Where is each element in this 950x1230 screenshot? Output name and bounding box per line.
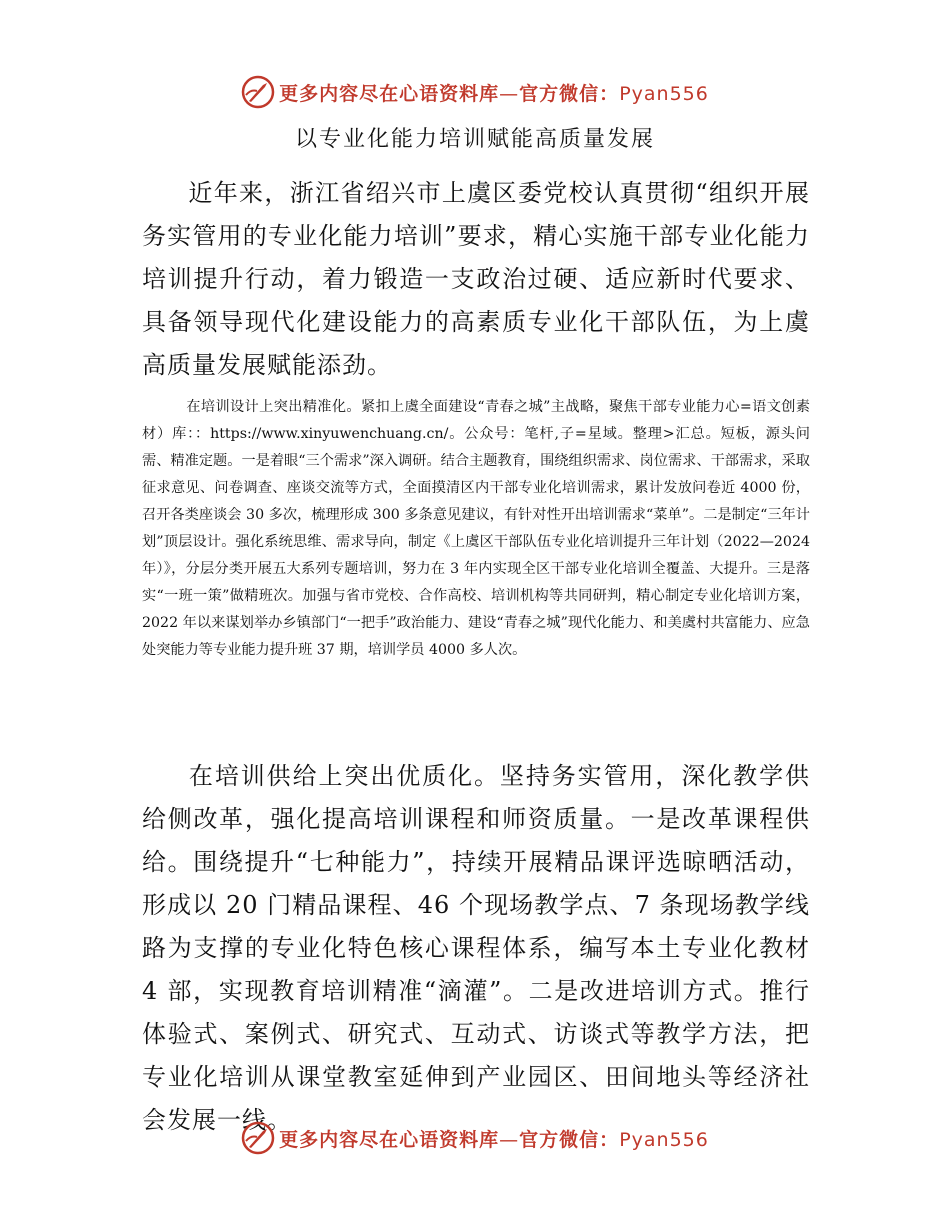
- watermark-text: [279, 79, 709, 106]
- paragraph-intro-text: 近年来，浙江省绍兴市上虞区委党校认真贯彻“组织开展务实管用的专业化能力培训”要求，精心实施干部专业化能力培训提升行动，着力锻造一支政治过硬、适应新时代要求、具备领导现代化建设能力的高素质专业化干部队伍，为上虞高质量发展赋能添劲。: [142, 179, 810, 379]
- quill-logo-icon: [241, 75, 275, 109]
- watermark-footer: [0, 1118, 950, 1158]
- watermark-brand: 更多内容尽在心语资料库: [279, 1128, 500, 1151]
- paragraph-training-supply-text: 在培训供给上突出优质化。坚持务实管用，深化教学供给侧改革，强化提高培训课程和师资质量。一是改革课程供给。围绕提升“七种能力”，持续开展精品课评选晾晒活动，形成以 20 门精品课程、46 个现场教学点、7 条现场教学线路为支撑的专业化特色核心课程体系，编写本土专业化教材 4 部，实现教育培训精准“滴灌”。二是改进培训方式。推行体验式、案例式、研究式、互动式、访谈式等教学方法，把专业化培训从课堂教室延伸到产业园区、田间地头等经济社会发展一线。: [142, 762, 810, 1134]
- document-title: 以专业化能力培训赋能高质量发展: [294, 127, 655, 152]
- watermark-text: [279, 1125, 709, 1152]
- watermark-label: 官方微信：: [519, 1128, 620, 1151]
- paragraph-training-design-text: 在培训设计上突出精准化。紧扣上虞全面建设“青春之城”主战略，聚焦干部专业能力心=语文创素材）库：：https://www.xinyuwenchuang.cn/。公众号：笔杆,子=星域。整理>汇总。短板，源头问需、精准定题。一是着眼“三个需求”深入调研。结合主题教育，围绕组织需求、岗位需求、干部需求，采取征求意见、问卷调查、座谈交流等方式，全面摸清区内干部专业化培训需求，累计发放问卷近 4000 份，召开各类座谈会 30 多次，梳理形成 300 多条意见建议，有针对性开出培训需求“菜单”。二是制定“三年计划”顶层设计。强化系统思维、需求导向，制定《上虞区干部队伍专业化培训提升三年计划（2022—2024 年）》，分层分类开展五大系列专题培训，努力在 3 年内实现全区干部专业化培训全覆盖、大提升。三是落实“一班一策”做精班次。加强与省市党校、合作高校、培训机构等共同研判，精心制定专业化培训方案，2022 年以来谋划举办乡镇部门“一把手”政治能力、建设“青春之城”现代化能力、和美虞村共富能力、应急处突能力等专业能力提升班 37 期，培训学员 4000 多人次。: [142, 399, 810, 658]
- watermark-brand: 更多内容尽在心语资料库: [279, 82, 500, 105]
- watermark-separator: —: [499, 1128, 520, 1151]
- quill-logo-icon: [241, 1121, 275, 1155]
- paragraph-intro: [142, 172, 810, 387]
- watermark-label: 官方微信：: [519, 82, 620, 105]
- watermark-account: Pyan556: [619, 82, 709, 105]
- paragraph-training-design: [142, 394, 810, 664]
- watermark-account: Pyan556: [619, 1128, 709, 1151]
- paragraph-training-supply: [142, 755, 810, 1142]
- watermark-header: [0, 72, 950, 112]
- watermark-separator: —: [499, 82, 520, 105]
